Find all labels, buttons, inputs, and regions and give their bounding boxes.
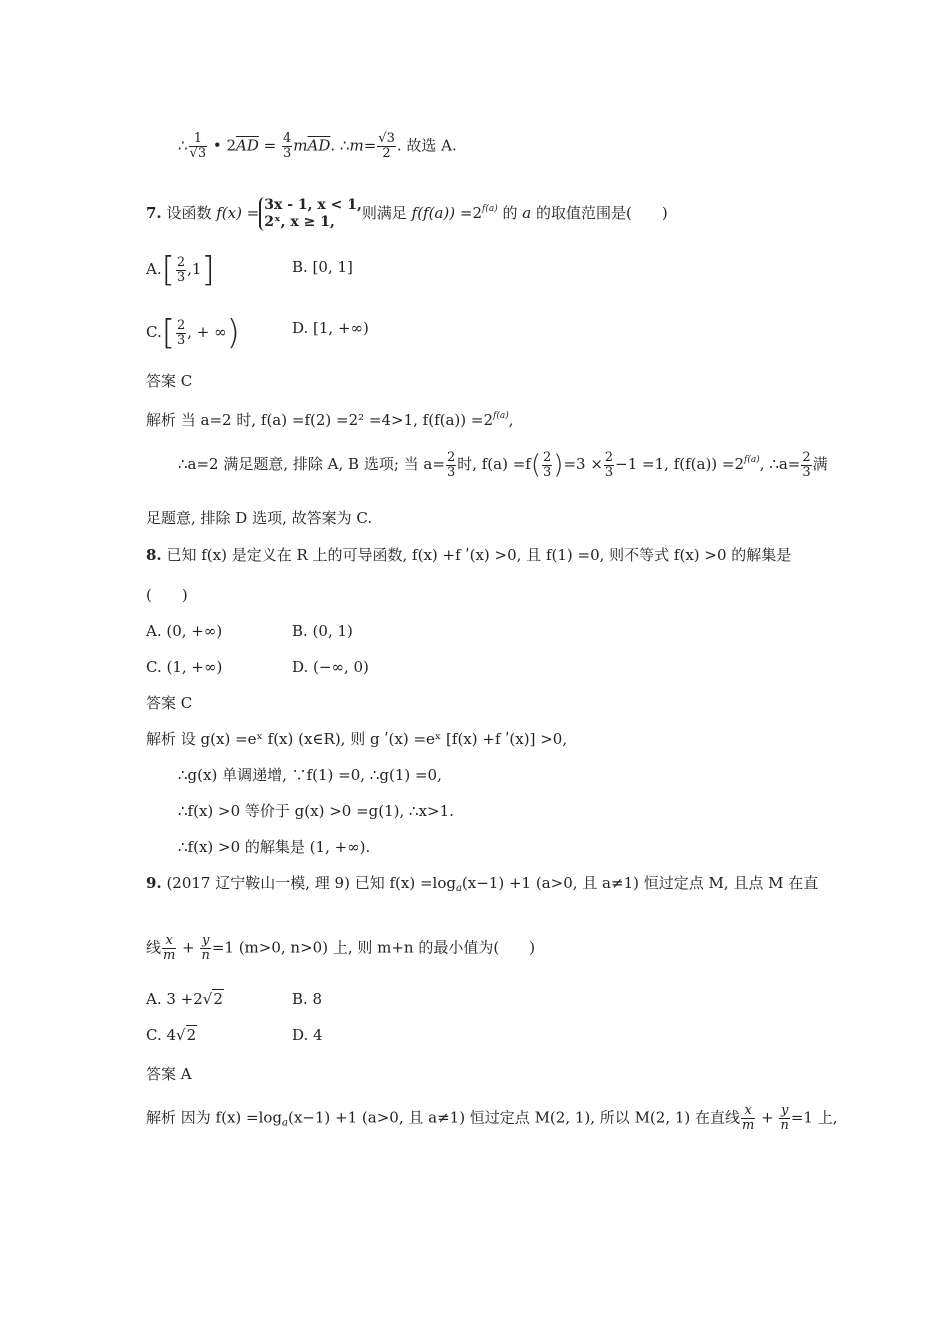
question-number: 8. [146,546,162,564]
text: • 2 [208,136,237,155]
text: 满 [812,455,828,473]
piecewise-function [259,197,362,231]
fraction: $\frac{2}{3}$ [543,449,552,480]
text: 已知 f(x) 是定义在 R 上的可导函数, f(x) +f ʹ(x) >0, 且 f(1) =0, 则不等式 f(x) >0 的解集是 [161,546,792,564]
q8-paren: ( ) [146,586,188,604]
subscript: a [282,1117,288,1129]
q9-option-c[interactable] [146,1025,197,1045]
q8-analysis-line-3: ∴f(x) >0 等价于 g(x) >0 =g(1), ∴x>1. [178,802,454,820]
fraction: $\frac{√3}{2}$ [378,131,395,161]
prev-solution-line [178,132,457,161]
superscript: f(a) [744,455,760,465]
text: (x−1) +1 (a>0, 且 a≠1) 恒过定点 M, 且点 M 在直 [461,874,819,892]
q7-answer: 答案 C [146,372,193,390]
text: =2 [455,204,482,222]
fraction: $\frac{2}{3}$ [802,449,811,480]
text: 解析 因为 f(x) =log [146,1108,283,1127]
fraction: $\frac{2}{3}$ [176,317,186,348]
text: + [177,938,200,957]
q7-option-b[interactable]: B. [0, 1] [292,258,353,276]
bracket: [ [161,250,175,290]
fraction: $\frac{1}{√3}$ [189,131,207,161]
fraction: $\frac{2}{3}$ [446,449,456,480]
fraction: $\frac{y}{n}$ [780,1103,789,1133]
q9-option-d[interactable]: D. 4 [292,1026,323,1044]
text: , ∴a= [759,455,801,473]
text: =3 × [563,455,603,473]
text: (x−1) +1 (a>0, 且 a≠1) 恒过定点 M(2, 1), 所以 M(2, 1) 在直线 [288,1108,741,1127]
text: 则满足 [361,204,412,222]
text: 时, f(a) =f [457,455,531,473]
therefore-symbol: ∴ [178,136,188,155]
text: m= [349,136,377,155]
q8-option-c[interactable]: C. (1, +∞) [146,658,223,676]
text: −1 =1, f(f(a)) =2 [615,455,745,473]
vector-ad: $\overline{AD}$ [307,136,331,155]
q9-analysis-line-1 [146,1104,838,1134]
text: m [293,136,308,155]
text: = [258,136,282,155]
bracket: ) [553,450,564,480]
text: + [756,1108,779,1127]
text: =1 上, [790,1108,838,1127]
text: 的取值范围是( ) [531,204,668,222]
text: ∴a=2 满足题意, 排除 A, B 选项; 当 a= [178,455,445,473]
text: , [508,411,514,429]
text: f(x) [216,204,242,222]
q7-analysis-line-3: 足题意, 排除 D 选项, 故答案为 C. [146,509,373,527]
text: 当 a=2 时, f(a) =f(2) =2² =4>1, f(f(a)) =2 [180,411,493,429]
bracket: [ [161,313,175,353]
vector-ad: $\overline{AD}$ [236,136,259,155]
q7-analysis-line-2 [178,450,828,480]
fraction: $\frac{x}{m}$ [163,933,176,963]
case-1: 3x - 1, x < 1, [264,197,362,213]
option-label: C. [146,323,162,341]
text: = [241,204,260,222]
bracket: ] [201,250,215,290]
subscript: a [455,883,462,894]
text: C. 4 [146,1026,177,1044]
q8-answer: 答案 C [146,694,193,712]
q8-option-d[interactable]: D. (−∞, 0) [292,658,369,676]
question-9-line-2 [146,934,535,963]
fraction: $\frac{2}{3}$ [176,254,186,285]
text: 的 [497,204,523,222]
question-number: 9. [146,874,162,892]
q7-option-a[interactable] [146,250,215,290]
bracket: ( [530,450,541,480]
fraction: $\frac{4}{3}$ [283,131,292,161]
q9-option-a[interactable] [146,989,224,1009]
text: . ∴ [330,136,350,155]
q8-option-a[interactable]: A. (0, +∞) [146,622,223,640]
text: =1 (m>0, n>0) 上, 则 m+n 的最小值为( ) [211,938,536,957]
text: 线 [146,938,162,957]
question-number: 7. [146,204,162,222]
sqrt-icon: √ [176,1026,186,1044]
case-2: 2ˣ, x ≥ 1, [264,214,335,230]
text: a [522,204,532,222]
sqrt-icon: √ [202,990,213,1008]
text: (2017 辽宁鞍山一模, 理 9) 已知 f(x) =log [161,874,456,892]
superscript: f(a) [493,411,509,421]
q8-analysis-line-1: 解析 设 g(x) =eˣ f(x) (x∈R), 则 g ʹ(x) =eˣ [f(x) +f ʹ(x)] >0, [146,730,568,748]
option-label: A. [146,260,162,278]
q8-option-b[interactable]: B. (0, 1) [292,622,353,640]
text: ,1 [187,260,202,278]
q7-option-c[interactable] [146,313,240,353]
q8-analysis-line-4: ∴f(x) >0 的解集是 (1, +∞). [178,838,371,856]
superscript: f(a) [482,204,498,214]
q9-option-b[interactable]: B. 8 [292,990,323,1008]
question-7 [146,197,668,231]
radicand: 2 [213,990,223,1008]
radicand: 2 [186,1026,197,1044]
q8-analysis-line-2: ∴g(x) 单调递增, ∵f(1) =0, ∴g(1) =0, [178,766,442,784]
text: A. 3 +2 [146,990,203,1008]
fraction: $\frac{y}{n}$ [201,933,210,963]
fraction: $\frac{x}{m}$ [742,1103,755,1133]
q7-analysis-line-1 [146,406,514,430]
question-8 [146,545,791,565]
fraction: $\frac{2}{3}$ [604,449,614,480]
question-9 [146,873,818,899]
text: . 故选 A. [396,136,457,155]
analysis-label: 解析 [146,411,181,429]
text: , + ∞ [187,323,227,341]
q9-answer: 答案 A [146,1065,192,1083]
text: 设函数 [161,204,217,222]
bracket: ) [226,313,240,353]
q7-option-d[interactable]: D. [1, +∞) [292,319,369,337]
text: f(f(a)) [411,204,456,222]
